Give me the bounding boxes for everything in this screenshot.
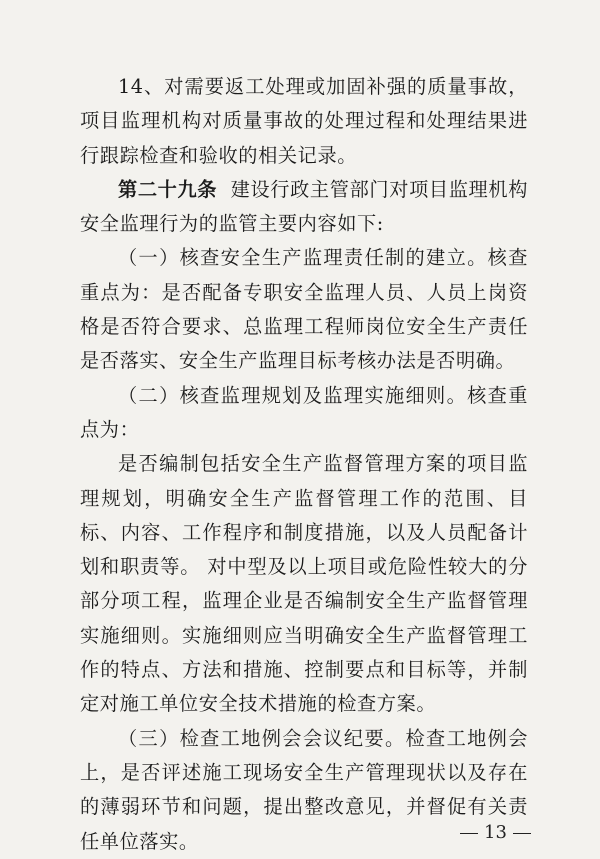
article-heading: 第二十九条	[118, 177, 218, 201]
paragraph-section-2-body: 是否编制包括安全生产监督管理方案的项目监理规划，明确安全生产监督管理工作的范围、目标、内容、工作程序和制度措施，以及人员配备计划和职责等。 对中型及以上项目或危险性较大的分部分项工程，监理企业是否编制安全生产监督管理实施细则。实施细则应当明确安全生产监督管理工作的特点、方法和措施、控制要点和目标等，并制定对施工单位安全技术措施的检查方案。	[80, 452, 528, 716]
page-number-dash-right	[513, 833, 531, 834]
paragraph-section-2-heading: （二）核查监理规划及监理实施细则。核查重点为：	[80, 383, 528, 441]
page-number-dash-left	[460, 833, 478, 834]
paragraph-section-1: （一）核查安全生产监理责任制的建立。核查重点为：是否配备专职安全监理人员、人员上岗资格是否符合要求、总监理工程师岗位安全生产责任是否落实、安全生产监理目标考核办法是否明确。	[80, 246, 528, 373]
paragraph-item-14: 14、对需要返工处理或加固补强的质量事故，项目监理机构对质量事故的处理过程和处理结果进行跟踪检查和验收的相关记录。	[80, 75, 528, 167]
paragraph-article-29	[80, 173, 528, 242]
document-body	[80, 70, 528, 859]
paragraph-section-3: （三）检查工地例会会议纪要。检查工地例会上，是否评述施工现场安全生产管理现状以及存在的薄弱环节和问题，提出整改意见，并督促有关责任单位落实。	[80, 726, 528, 853]
article-intro-text: 建设行政主管部门对项目监理机构安全监理行为的监管主要内容如下:	[80, 177, 528, 236]
page-number-value: 13	[484, 822, 507, 843]
page-number	[454, 822, 534, 843]
